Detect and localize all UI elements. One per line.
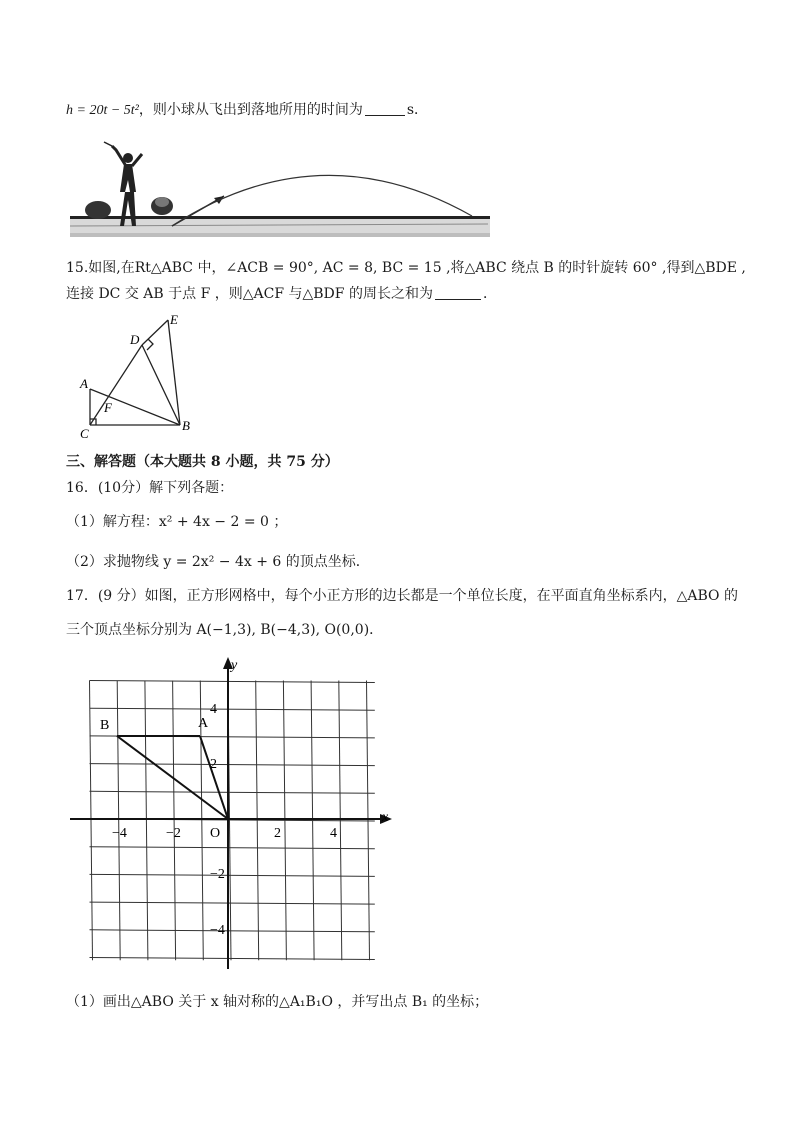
golf-illustration <box>68 140 492 246</box>
origin-label: O <box>210 826 221 841</box>
grid-line-h <box>90 930 375 932</box>
q17-line1: 17．(9 分）如图，正方形网格中，每个小正方形的边长都是一个单位长度，在平面直角坐标系内，△ABO 的 <box>66 588 738 604</box>
grid-line-v <box>173 681 176 961</box>
grid-line-h <box>90 681 375 683</box>
q17-line2: 三个顶点坐标分别为 A(−1,3), B(−4,3), O(0,0)． <box>66 622 384 638</box>
grid-line-h <box>90 847 375 849</box>
y-tick-neg4: −4 <box>210 923 225 938</box>
y-tick-2: 2 <box>210 757 217 772</box>
grid-line-h <box>90 958 375 960</box>
q15-line1: 15.如图,在Rt△ABC 中，∠ACB = 90°, AC = 8, BC = 15 ,将△ABC 绕点 B 的时针旋转 60° ,得到△BDE , <box>66 260 746 276</box>
q15-answer-blank[interactable] <box>435 285 481 300</box>
q14-tail-line <box>66 100 428 121</box>
grid-line-v <box>367 681 370 961</box>
grid-line-v <box>145 681 148 961</box>
x-tick-neg2: −2 <box>166 826 181 841</box>
q16-head: 16．(10分）解下列各题： <box>66 480 234 496</box>
point-label-A: A <box>198 716 209 731</box>
q15-line2 <box>66 284 497 304</box>
x-tick-neg4: −4 <box>112 826 127 841</box>
grid-line-h <box>90 902 375 904</box>
coordinate-grid <box>64 655 404 975</box>
y-tick-4: 4 <box>210 702 217 717</box>
q17-part1: （1）画出△ABO 关于 x 轴对称的△A₁B₁O ，并写出点 B₁ 的坐标； <box>66 994 489 1010</box>
point-label-B: B <box>100 718 110 733</box>
triangle-figure <box>70 310 200 445</box>
q14-formula: h = 20t − 5t² <box>66 103 139 118</box>
label-F: F <box>104 400 112 415</box>
grid-line-v <box>90 681 93 961</box>
x-tick-2: 2 <box>274 826 281 841</box>
label-D: D <box>130 332 140 347</box>
y-axis-label: y <box>231 658 238 673</box>
x-axis-label: x <box>382 810 389 825</box>
q16-part1: （1）解方程：x² + 4x − 2 = 0 ； <box>66 514 288 530</box>
section-title: 三、解答题（本大题共 8 小题，共 75 分） <box>66 454 339 470</box>
q14-text: ，则小球从飞出到落地所用的时间为 <box>138 102 363 118</box>
grid-line-h <box>90 764 375 766</box>
label-B: B <box>182 418 190 433</box>
q15-line2-end: ． <box>482 286 497 302</box>
grid-line-h <box>90 791 375 793</box>
q15-line2-text: 连接 DC 交 AB 于点 F ，则△ACF 与△BDF 的周长之和为 <box>66 286 433 302</box>
label-E: E <box>170 312 178 327</box>
y-tick-neg2: −2 <box>210 867 225 882</box>
q16-part2: （2）求抛物线 y = 2x² − 4x + 6 的顶点坐标． <box>66 554 370 570</box>
grid-line-h <box>90 708 375 710</box>
x-tick-4: 4 <box>330 826 337 841</box>
grid-line-v <box>117 681 120 961</box>
grid-line-h <box>90 874 375 876</box>
label-A: A <box>80 376 88 391</box>
q14-unit: s． <box>406 102 429 118</box>
label-C: C <box>80 426 89 441</box>
q14-answer-blank[interactable] <box>365 101 405 116</box>
